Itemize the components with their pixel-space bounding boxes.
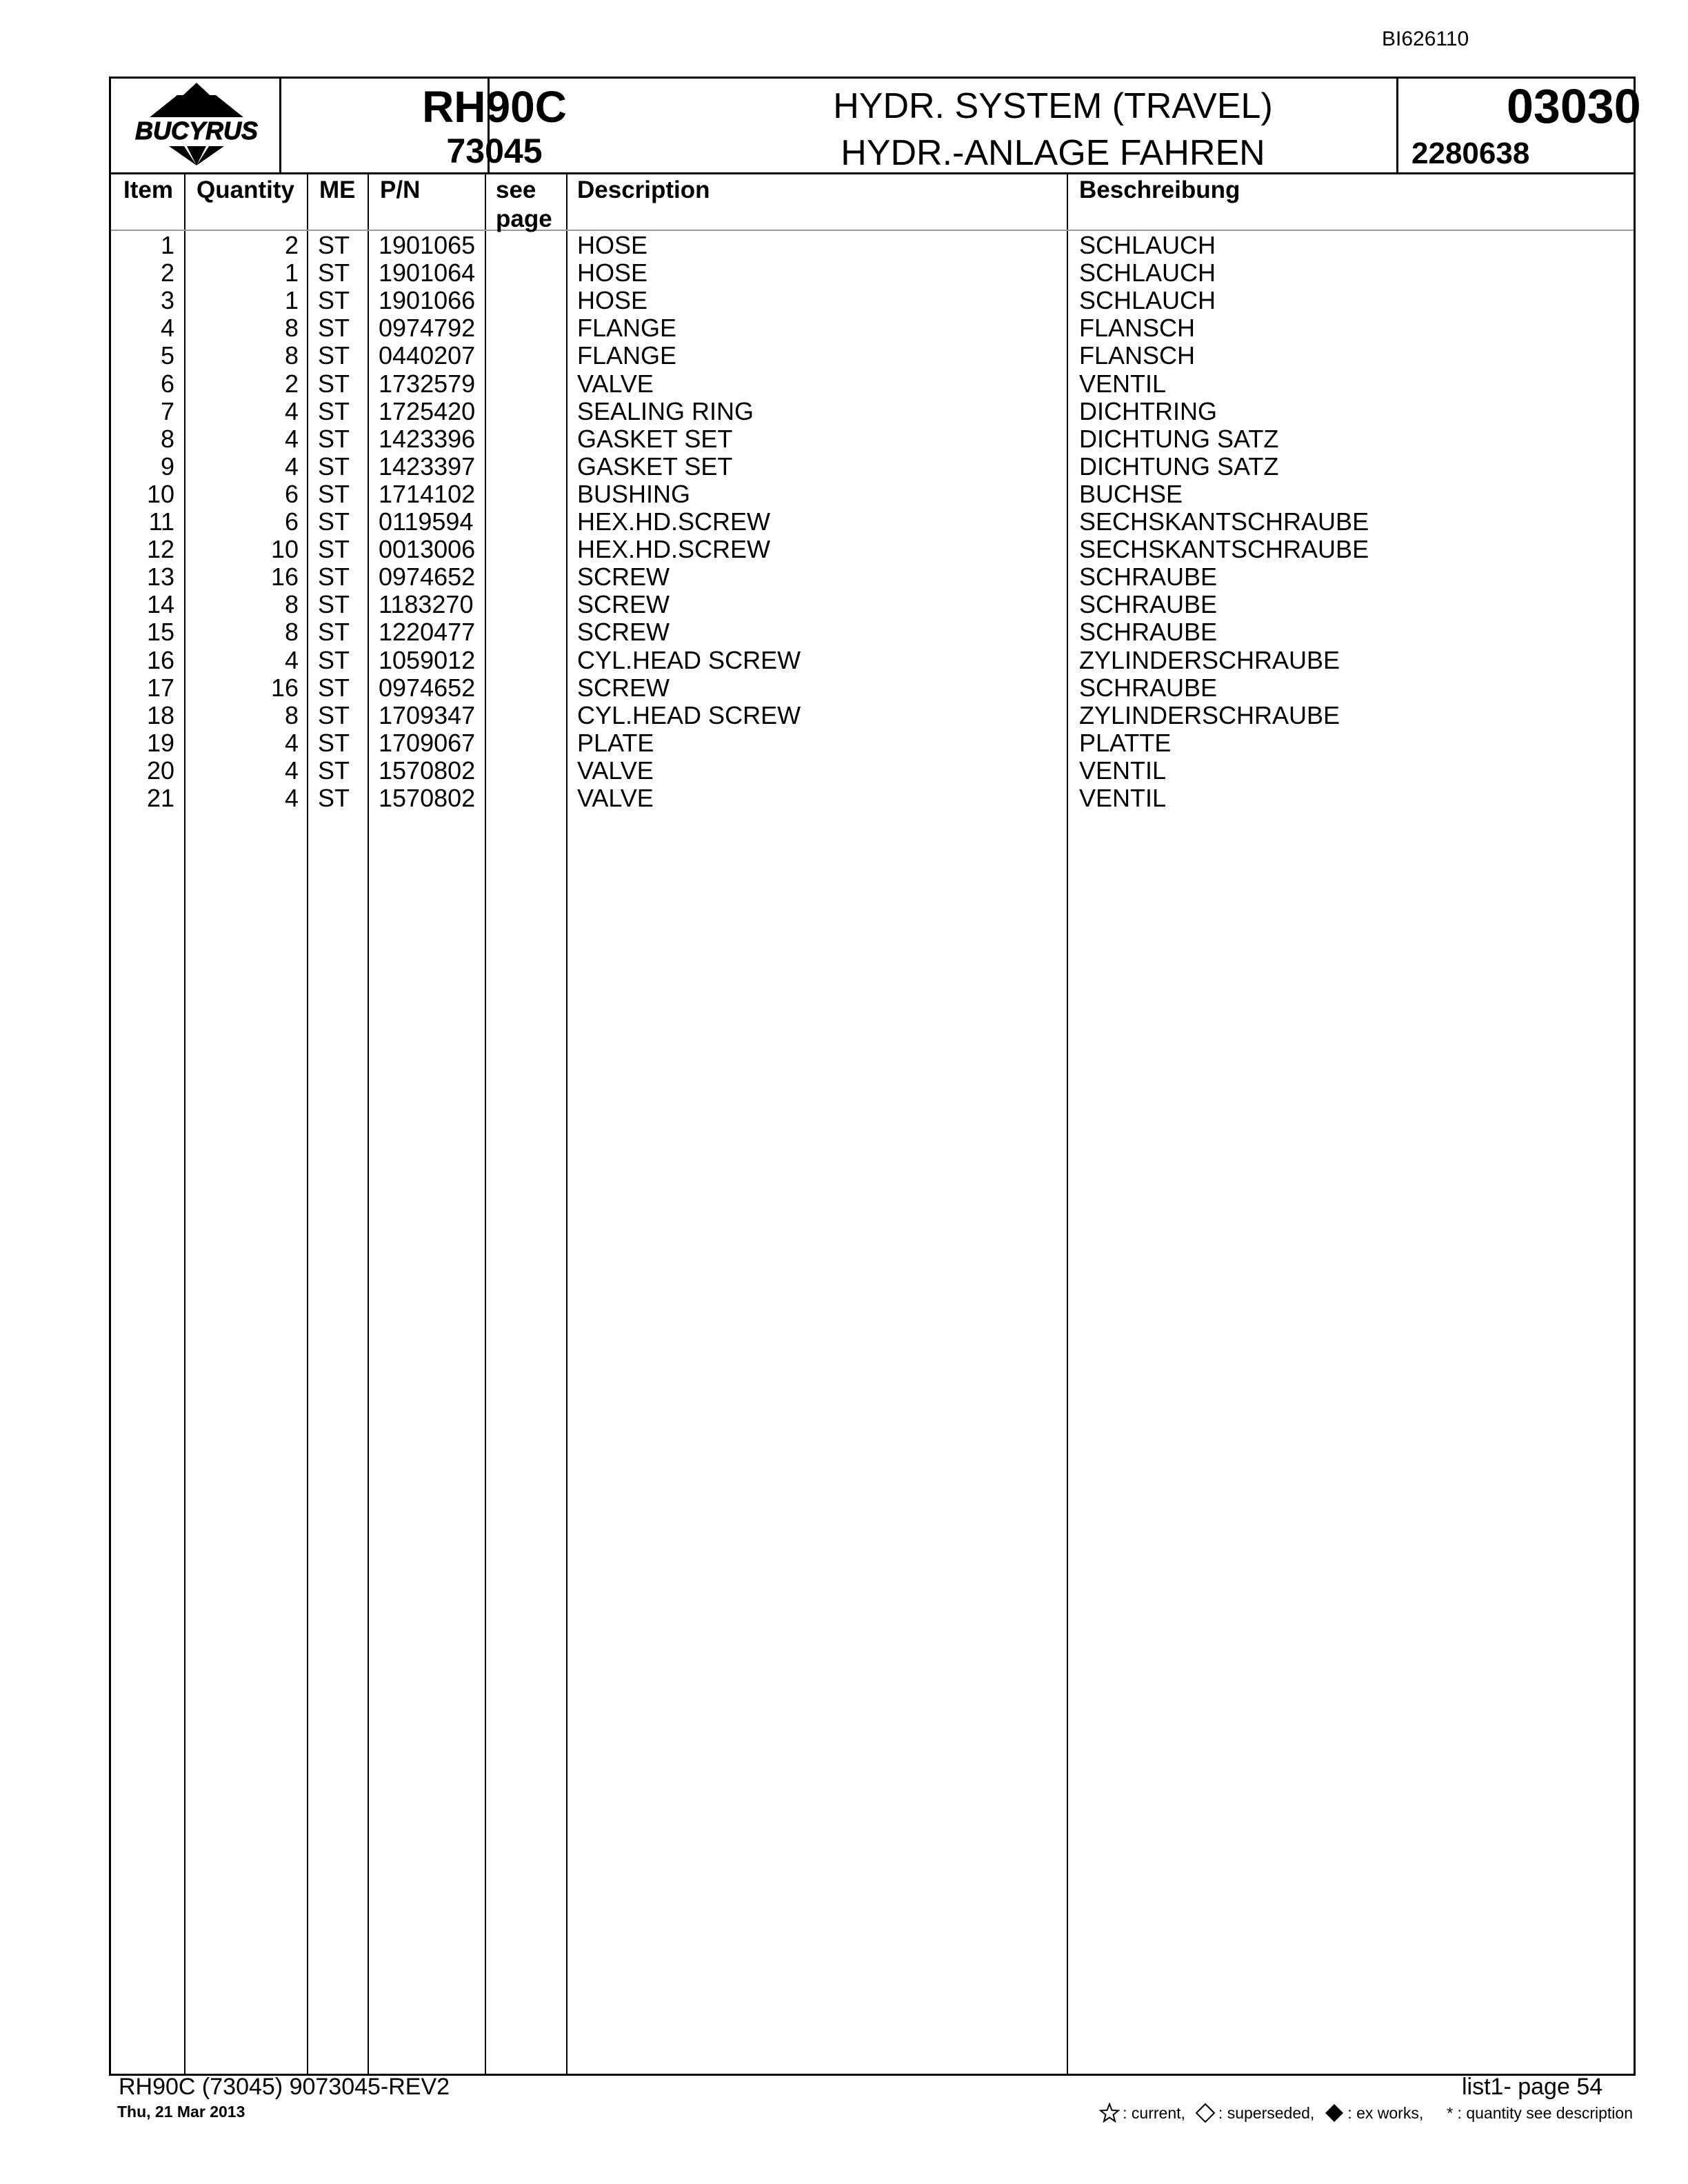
footer-date: Thu, 21 Mar 2013 <box>117 2103 245 2121</box>
cell-quantity: 6 <box>284 479 299 508</box>
cell-me: ST <box>318 756 350 785</box>
table-row <box>111 729 1634 757</box>
table-row <box>111 647 1634 674</box>
cell-item: 17 <box>146 673 174 702</box>
table-row <box>111 508 1634 536</box>
cell-item: 12 <box>146 535 174 564</box>
cell-description: HEX.HD.SCREW <box>577 507 771 536</box>
cell-beschreibung: DICHTUNG SATZ <box>1079 452 1279 481</box>
table-row <box>111 785 1634 812</box>
cell-item: 9 <box>160 452 174 481</box>
table-row <box>111 314 1634 342</box>
cell-quantity: 4 <box>284 756 299 785</box>
group-number: 03030 <box>1507 79 1641 133</box>
column-header-item: Item <box>123 176 173 203</box>
cell-quantity: 8 <box>284 590 299 619</box>
cell-me: ST <box>318 784 350 812</box>
table-row <box>111 481 1634 508</box>
footer-machine-ref: RH90C (73045) 9073045-REV2 <box>119 2074 450 2100</box>
cell-quantity: 6 <box>284 507 299 536</box>
cell-beschreibung: DICHTRING <box>1079 396 1217 425</box>
table-row <box>111 425 1634 453</box>
cell-part-number: 0440207 <box>379 341 476 370</box>
cell-description: VALVE <box>577 369 654 398</box>
cell-me: ST <box>318 314 350 343</box>
column-header-me: ME <box>319 176 356 203</box>
cell-me: ST <box>318 673 350 702</box>
cell-description: SCREW <box>577 563 670 592</box>
cell-item: 8 <box>160 424 174 453</box>
cell-part-number: 1059012 <box>379 645 476 674</box>
cell-beschreibung: FLANSCH <box>1079 314 1196 343</box>
cell-item: 1 <box>160 231 174 259</box>
cell-description: BUSHING <box>577 479 691 508</box>
cell-description: FLANGE <box>577 314 677 343</box>
header-box <box>109 77 1641 174</box>
cell-quantity: 4 <box>284 728 299 757</box>
cell-part-number: 1714102 <box>379 479 476 508</box>
cell-beschreibung: SCHRAUBE <box>1079 590 1218 619</box>
title-english: HYDR. SYSTEM (TRAVEL) <box>833 86 1273 126</box>
table-row <box>111 342 1634 370</box>
cell-beschreibung: SECHSKANTSCHRAUBE <box>1079 535 1369 564</box>
cell-beschreibung: VENTIL <box>1079 784 1167 812</box>
cell-me: ST <box>318 700 350 729</box>
cell-item: 5 <box>160 341 174 370</box>
cell-part-number: 1183270 <box>379 590 474 619</box>
diamond-outline-icon <box>1195 2103 1216 2123</box>
cell-description: VALVE <box>577 784 654 812</box>
cell-beschreibung: DICHTUNG SATZ <box>1079 424 1279 453</box>
column-header-description: Description <box>577 176 710 203</box>
cell-quantity: 4 <box>284 396 299 425</box>
document-id: BI626110 <box>1382 28 1469 50</box>
cell-beschreibung: VENTIL <box>1079 369 1167 398</box>
cell-beschreibung: SCHRAUBE <box>1079 618 1218 647</box>
bucyrus-logo <box>115 80 278 172</box>
cell-quantity: 16 <box>270 563 299 592</box>
cell-part-number: 1423396 <box>379 424 476 453</box>
cell-quantity: 1 <box>284 259 299 287</box>
cell-item: 20 <box>146 756 174 785</box>
cell-me: ST <box>318 618 350 647</box>
cell-item: 15 <box>146 618 174 647</box>
column-header-beschreibung: Beschreibung <box>1079 176 1240 203</box>
cell-beschreibung: FLANSCH <box>1079 341 1196 370</box>
column-header-pn: P/N <box>380 176 421 203</box>
legend-quantity: * : quantity see description <box>1447 2103 1633 2122</box>
legend-superseded: : superseded, <box>1195 2103 1314 2123</box>
cell-beschreibung: ZYLINDERSCHRAUBE <box>1079 700 1340 729</box>
cell-item: 2 <box>160 259 174 287</box>
cell-part-number: 1570802 <box>379 756 476 785</box>
legend-current: : current, <box>1099 2103 1185 2123</box>
cell-me: ST <box>318 424 350 453</box>
cell-me: ST <box>318 396 350 425</box>
cell-item: 7 <box>160 396 174 425</box>
cell-item: 14 <box>146 590 174 619</box>
cell-item: 3 <box>160 286 174 315</box>
cell-description: SCREW <box>577 590 670 619</box>
table-row <box>111 757 1634 785</box>
cell-beschreibung: BUCHSE <box>1079 479 1183 508</box>
cell-beschreibung: SCHRAUBE <box>1079 563 1218 592</box>
cell-quantity: 8 <box>284 314 299 343</box>
cell-item: 4 <box>160 314 174 343</box>
cell-quantity: 4 <box>284 452 299 481</box>
cell-description: PLATE <box>577 728 654 757</box>
table-row <box>111 398 1634 425</box>
table-row <box>111 591 1634 618</box>
cell-description: CYL.HEAD SCREW <box>577 700 801 729</box>
cell-part-number: 1901065 <box>379 231 476 259</box>
column-header-see-page <box>496 176 552 234</box>
table-row <box>111 536 1634 563</box>
cell-me: ST <box>318 452 350 481</box>
cell-part-number: 1709347 <box>379 700 476 729</box>
svg-text:BUCYRUS: BUCYRUS <box>134 117 259 145</box>
cell-part-number: 0974792 <box>379 314 476 343</box>
column-header-page: page <box>496 205 552 232</box>
cell-description: VALVE <box>577 756 654 785</box>
cell-part-number: 1732579 <box>379 369 476 398</box>
cell-me: ST <box>318 259 350 287</box>
cell-quantity: 2 <box>284 231 299 259</box>
table-row <box>111 453 1634 481</box>
column-header-see: see <box>496 176 536 203</box>
model-number: 73045 <box>446 132 543 170</box>
footer-page-number: list1- page 54 <box>1462 2074 1603 2100</box>
cell-me: ST <box>318 645 350 674</box>
header-divider <box>279 79 281 172</box>
cell-part-number: 1901066 <box>379 286 476 315</box>
cell-beschreibung: SCHRAUBE <box>1079 673 1218 702</box>
table-row <box>111 232 1634 259</box>
cell-me: ST <box>318 507 350 536</box>
model-name: RH90C <box>422 82 567 132</box>
table-row <box>111 287 1634 314</box>
cell-part-number: 0013006 <box>379 535 476 564</box>
cell-part-number: 0974652 <box>379 563 476 592</box>
cell-quantity: 8 <box>284 341 299 370</box>
cell-description: SCREW <box>577 618 670 647</box>
table-row <box>111 259 1634 287</box>
diamond-filled-icon <box>1324 2103 1345 2123</box>
cell-me: ST <box>318 369 350 398</box>
table-row <box>111 674 1634 702</box>
cell-me: ST <box>318 728 350 757</box>
cell-item: 16 <box>146 645 174 674</box>
cell-description: FLANGE <box>577 341 677 370</box>
table-row <box>111 618 1634 646</box>
cell-item: 10 <box>146 479 174 508</box>
cell-beschreibung: SCHLAUCH <box>1079 259 1216 287</box>
cell-quantity: 4 <box>284 784 299 812</box>
cell-part-number: 0119594 <box>379 507 474 536</box>
cell-beschreibung: PLATTE <box>1079 728 1172 757</box>
cell-item: 18 <box>146 700 174 729</box>
cell-item: 6 <box>160 369 174 398</box>
cell-me: ST <box>318 231 350 259</box>
cell-description: SCREW <box>577 673 670 702</box>
drawing-number: 2280638 <box>1411 136 1530 170</box>
cell-item: 21 <box>146 784 174 812</box>
cell-part-number: 1725420 <box>379 396 476 425</box>
cell-description: GASKET SET <box>577 424 733 453</box>
cell-part-number: 1423397 <box>379 452 476 481</box>
cell-description: HOSE <box>577 259 648 287</box>
cell-quantity: 4 <box>284 645 299 674</box>
cell-me: ST <box>318 341 350 370</box>
cell-me: ST <box>318 535 350 564</box>
footer-legend <box>1089 2103 1633 2123</box>
cell-quantity: 4 <box>284 424 299 453</box>
cell-item: 13 <box>146 563 174 592</box>
table-row <box>111 563 1634 591</box>
cell-description: GASKET SET <box>577 452 733 481</box>
cell-item: 19 <box>146 728 174 757</box>
cell-part-number: 1570802 <box>379 784 476 812</box>
cell-me: ST <box>318 590 350 619</box>
cell-quantity: 10 <box>270 535 299 564</box>
cell-part-number: 1220477 <box>379 618 476 647</box>
table-row <box>111 702 1634 729</box>
cell-quantity: 1 <box>284 286 299 315</box>
cell-quantity: 8 <box>284 618 299 647</box>
cell-item: 11 <box>148 507 174 536</box>
cell-me: ST <box>318 479 350 508</box>
cell-description: SEALING RING <box>577 396 754 425</box>
column-header-quantity: Quantity <box>197 176 294 203</box>
cell-beschreibung: SCHLAUCH <box>1079 231 1216 259</box>
title-german: HYDR.-ANLAGE FAHREN <box>841 133 1265 173</box>
cell-quantity: 16 <box>270 673 299 702</box>
cell-part-number: 0974652 <box>379 673 476 702</box>
cell-me: ST <box>318 563 350 592</box>
cell-beschreibung: VENTIL <box>1079 756 1167 785</box>
cell-quantity: 2 <box>284 369 299 398</box>
cell-beschreibung: ZYLINDERSCHRAUBE <box>1079 645 1340 674</box>
cell-part-number: 1709067 <box>379 728 476 757</box>
table-row <box>111 370 1634 398</box>
cell-quantity: 8 <box>284 700 299 729</box>
cell-description: HOSE <box>577 231 648 259</box>
cell-description: HOSE <box>577 286 648 315</box>
star-outline-icon <box>1099 2103 1120 2123</box>
parts-table <box>109 174 1636 2076</box>
cell-description: HEX.HD.SCREW <box>577 535 771 564</box>
cell-beschreibung: SCHLAUCH <box>1079 286 1216 315</box>
cell-description: CYL.HEAD SCREW <box>577 645 801 674</box>
cell-beschreibung: SECHSKANTSCHRAUBE <box>1079 507 1369 536</box>
legend-ex-works: : ex works, <box>1324 2103 1423 2123</box>
cell-me: ST <box>318 286 350 315</box>
cell-part-number: 1901064 <box>379 259 476 287</box>
